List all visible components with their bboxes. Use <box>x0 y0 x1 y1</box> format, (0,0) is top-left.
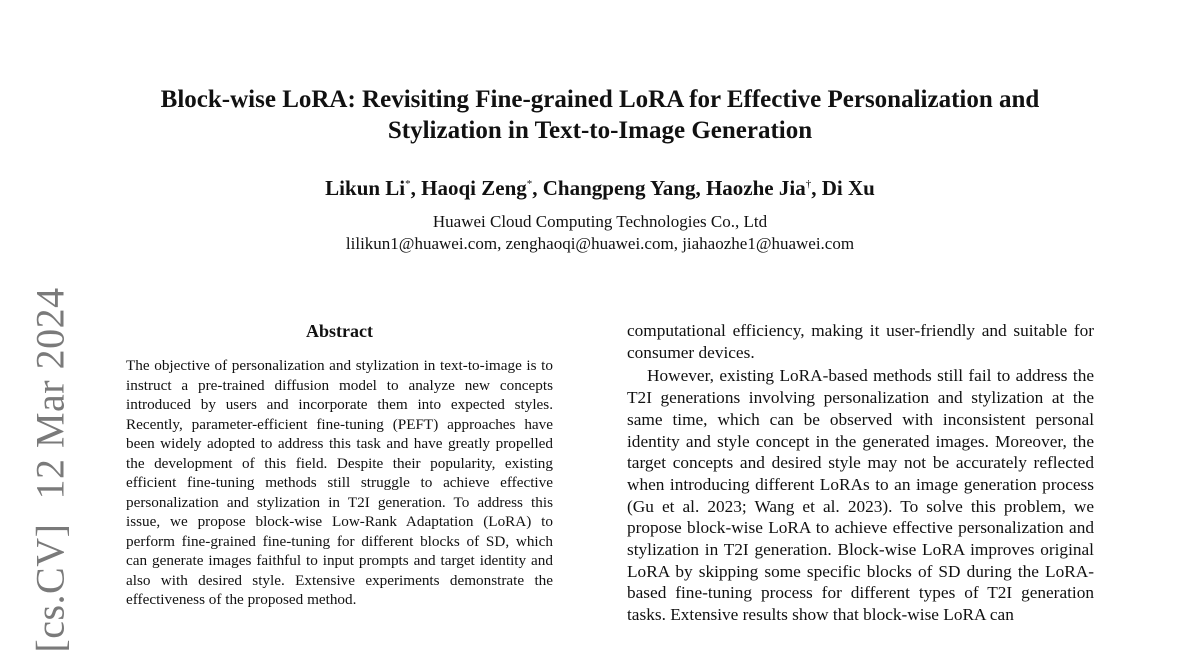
author-mark: * <box>526 178 533 190</box>
arxiv-category: [cs.CV] <box>27 523 73 653</box>
author-name: Di Xu <box>821 176 875 200</box>
affiliation: Huawei Cloud Computing Technologies Co., Ltd <box>432 212 768 231</box>
author-name: Likun Li <box>325 176 406 200</box>
left-column <box>126 320 553 610</box>
intro-paragraph-continued: computational efficiency, making it user-friendly and suitable for consumer devices. <box>627 321 1094 362</box>
arxiv-identifier-stamp <box>27 287 74 652</box>
arxiv-date: 12 Mar 2024 <box>27 287 73 500</box>
author-emails: lilikun1@huawei.com, zenghaoqi@huawei.com, jiahaozhe1@huawei.com <box>345 234 855 253</box>
abstract-text: The objective of personalization and stylization in text-to-image is to instruct a pre-trained diffusion model to analyze new concepts introduced by users and incorporate them into expected styles. Recently, parameter-efficient fine-tuning (PEFT) approaches have been widely adopted to address this task and have greatly propelled the development of this field. Despite their popularity, existing efficient fine-tuning methods still struggle to achieve effective personalization and stylization in T2I generation. To address this issue, we propose block-wise Low-Rank Adaptation (LoRA) to perform fine-grained fine-tuning for different blocks of SD, which can generate images faithful to input prompts and target identity and also with desired style. Extensive experiments demonstrate the effectiveness of the proposed method. <box>126 357 553 608</box>
author-name: Haozhe Jia <box>705 176 806 200</box>
paper-title-line-1: Block-wise LoRA: Revisiting Fine-grained LoRA for Effective Personalization and <box>160 86 1040 113</box>
paper-title <box>0 84 1200 146</box>
author-list: Likun Li*, Haoqi Zeng*, Changpeng Yang, Haozhe Jia†, Di Xu <box>325 176 875 200</box>
author-name: Changpeng Yang <box>542 176 696 200</box>
author-name: Haoqi Zeng <box>421 176 527 200</box>
paper-title-line-2: Stylization in Text-to-Image Generation <box>387 117 813 144</box>
intro-paragraph: However, existing LoRA-based methods still fail to address the T2I generations involving personalization and stylization at the same time, which can be observed with inconsistent personal identity and style concept in the generated images. Moreover, the target concepts and desired style may not be accurately reflected when introducing different LoRAs to an image generation process (Gu et al. 2023; Wang et al. 2023). To solve this problem, we propose block-wise LoRA to achieve effective personalization and stylization in T2I generation. Block-wise LoRA improves original LoRA by skipping some specific blocks of SD during the LoRA-based fine-tuning process for different types of T2I generation tasks. Extensive results show that block-wise LoRA can <box>627 366 1094 625</box>
abstract-heading: Abstract <box>306 321 373 341</box>
author-mark: * <box>405 178 411 190</box>
author-mark: † <box>805 178 812 190</box>
right-column <box>627 320 1094 626</box>
